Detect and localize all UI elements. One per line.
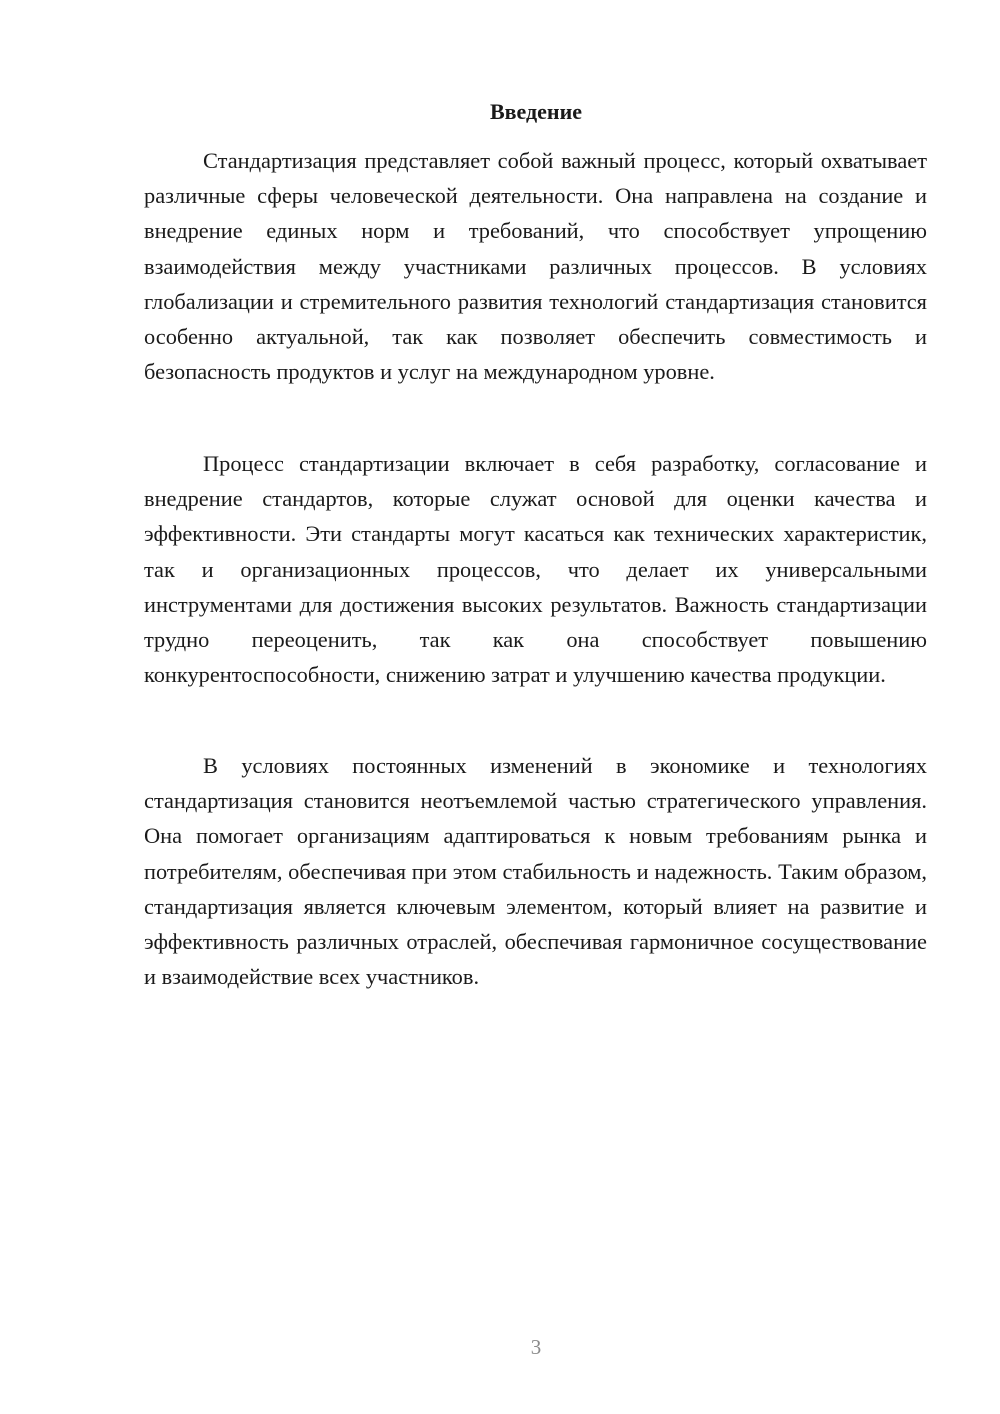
- paragraph-3: В условиях постоянных изменений в экономике и технологиях стандартизация становится неотъемлемой частью стратегического управления. Она помогает организациям адаптироваться к новым требованиям рынка и потребителям, обеспечивая при этом стабильность и надежность. Таким образом, стандартизация является ключевым элементом, который влияет на развитие и эффективность различных отраслей, обеспечивая гармоничное сосуществование и взаимодействие всех участников.: [144, 753, 927, 990]
- paragraph-2: Процесс стандартизации включает в себя разработку, согласование и внедрение стандартов, которые служат основой для оценки качества и эффективности. Эти стандарты могут касаться как технических характеристик, так и организационных процессов, что делает их универсальными инструментами для достижения высоких результатов. Важность стандартизации трудно переоценить, так как она способствует повышению конкурентоспособности, снижению затрат и улучшению качества продукции.: [144, 451, 927, 688]
- section-title: Введение: [489, 99, 583, 124]
- page-number: 3: [530, 1335, 542, 1359]
- paragraph-1: Стандартизация представляет собой важный процесс, который охватывает различные сферы человеческой деятельности. Она направлена на создание и внедрение единых норм и требований, что способствует упрощению взаимодействия между участниками различных процессов. В условиях глобализации и стремительного развития технологий стандартизация становится особенно актуальной, так как позволяет обеспечить совместимость и безопасность продуктов и услуг на международном уровне.: [144, 148, 927, 385]
